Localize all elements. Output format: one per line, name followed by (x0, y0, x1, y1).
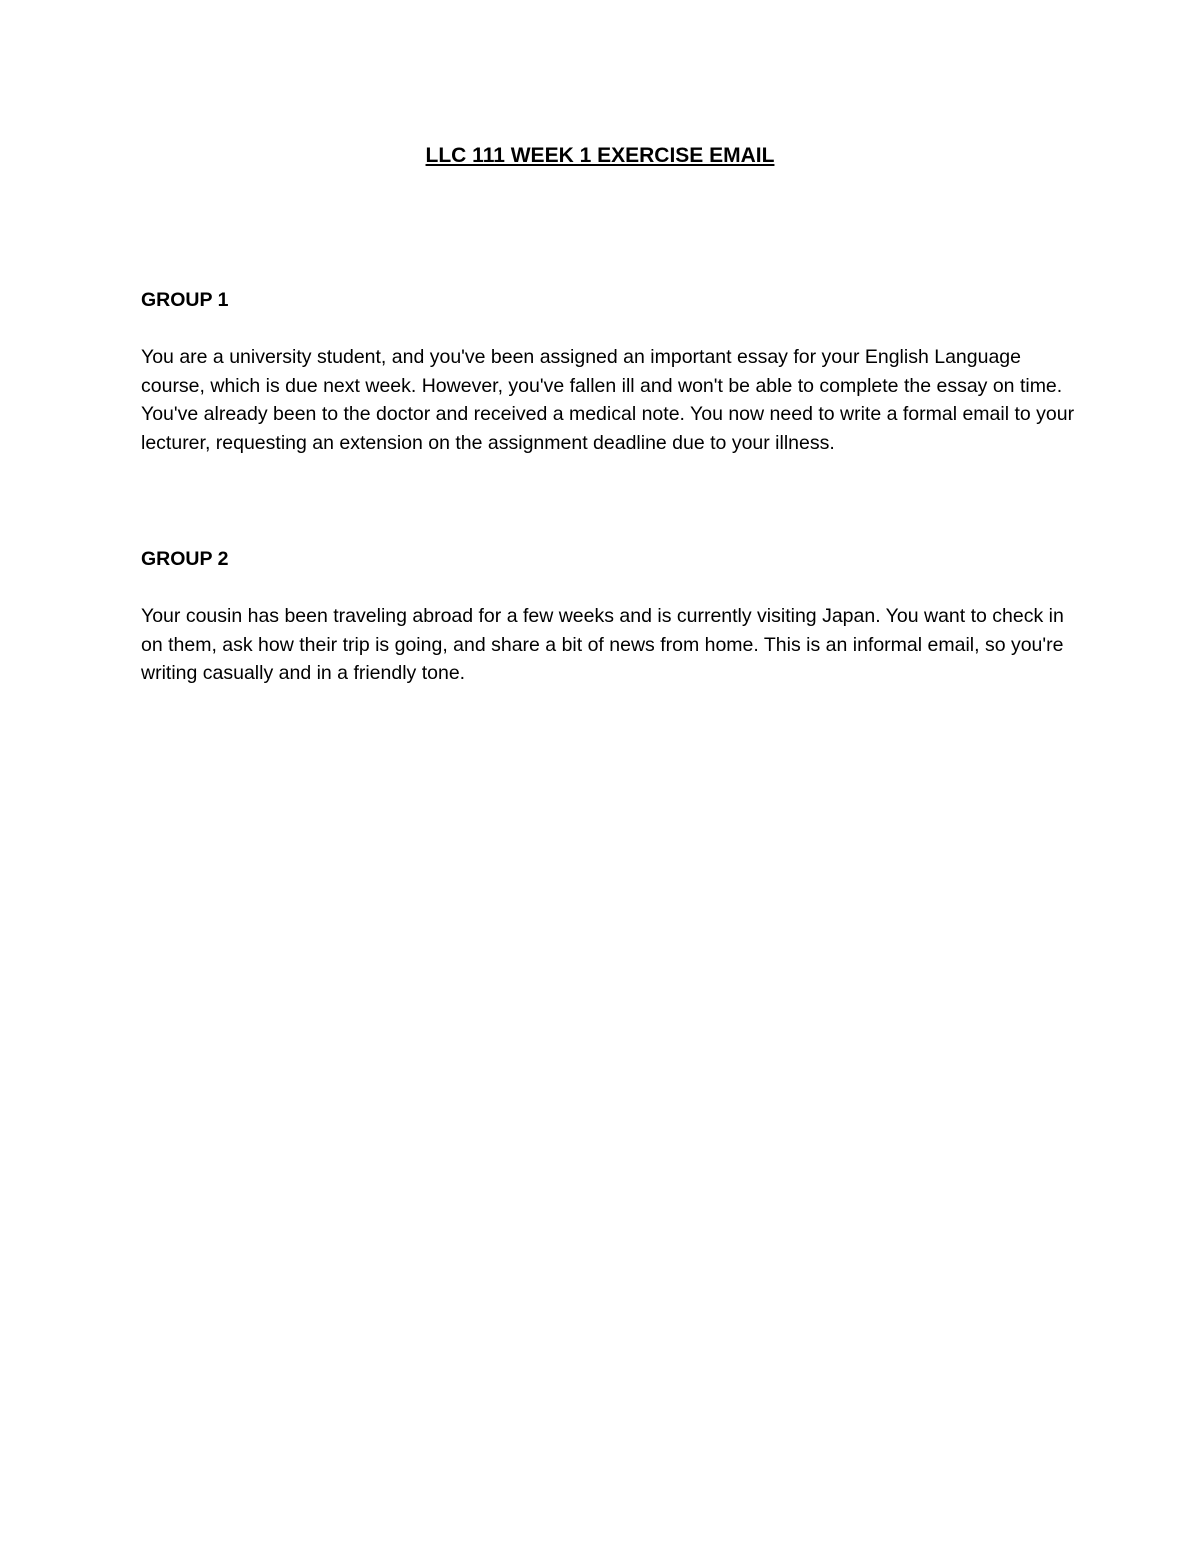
group-1-heading: GROUP 1 (141, 289, 229, 311)
group-2-body: Your cousin has been traveling abroad for a few weeks and is currently visiting Japan. You want to check in on them, ask how their trip is going, and share a bit of news from home. This is an informal email, so you're writing casually and in a friendly tone. (141, 605, 1064, 685)
group-2-heading: GROUP 2 (141, 548, 229, 570)
group-1-body: You are a university student, and you've been assigned an important essay for your English Language course, which is due next week. However, you've fallen ill and won't be able to complete the essay on time. You've already been to the doctor and received a medical note. You now need to write a formal email to your lecturer, requesting an extension on the assignment deadline due to your illness. (141, 346, 1075, 454)
document-title: LLC 111 WEEK 1 EXERCISE EMAIL (425, 144, 775, 167)
